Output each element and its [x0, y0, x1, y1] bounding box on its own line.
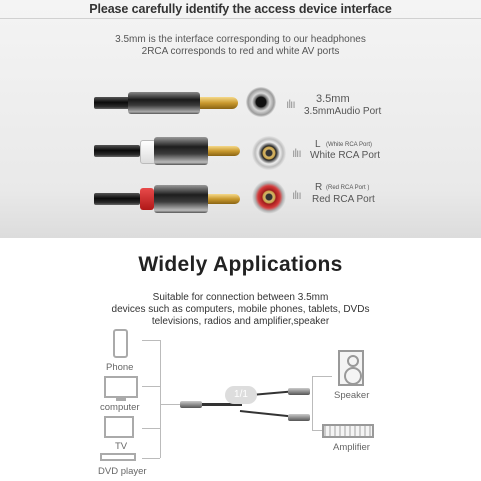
port-1-label: 3.5mm: [316, 93, 350, 105]
phone-icon: [113, 329, 128, 358]
red-band: [140, 188, 154, 210]
white-rca-jack-icon: [252, 136, 286, 170]
connector-line: [312, 430, 322, 431]
applications-desc-2: devices such as computers, mobile phones, tablets, DVDs: [111, 304, 370, 315]
port-2-note: (White RCA Port): [326, 142, 373, 148]
sound-wave-icon: ılıı: [292, 146, 301, 160]
computer-icon: [104, 376, 138, 398]
port-3-note: (Red RCA Port ): [326, 185, 370, 191]
white-rca-plug-housing: [154, 137, 208, 165]
audio-plug-tip: [200, 97, 238, 109]
page-title: Please carefully identify the access device interface: [89, 2, 392, 16]
red-rca-cable: [94, 193, 140, 205]
port-3-letter: R: [315, 182, 323, 193]
applications-desc-3: televisions, radios and amplifier,speaker: [151, 316, 330, 327]
connector-line: [160, 404, 180, 405]
device-phone: Phone: [106, 362, 134, 373]
sound-wave-icon: ılıı: [286, 97, 295, 111]
port-2-sublabel: White RCA Port: [310, 150, 381, 161]
white-rca-plug-tip: [208, 146, 240, 156]
subtitle-line-1: 3.5mm is the interface corresponding to our headphones: [115, 34, 366, 45]
red-rca-jack-icon: [252, 180, 286, 214]
device-speaker: Speaker: [334, 390, 370, 401]
tv-icon: [104, 416, 134, 438]
connector-line: [142, 340, 160, 341]
audio-cable: [94, 97, 130, 109]
speaker-icon: [338, 350, 364, 386]
connector-line: [142, 428, 160, 429]
port-1-sublabel: 3.5mmAudio Port: [304, 106, 382, 117]
dvd-player-icon: [100, 453, 136, 461]
subtitle-line-2: 2RCA corresponds to red and white AV ports: [141, 46, 340, 57]
applications-desc-1: Suitable for connection between 3.5mm: [152, 292, 329, 303]
device-computer: computer: [100, 402, 140, 413]
center-cable-branch: [240, 410, 290, 417]
red-rca-plug-housing: [154, 185, 208, 213]
audio-jack-icon: [246, 87, 276, 117]
device-amplifier: Amplifier: [333, 442, 370, 453]
amplifier-icon: [322, 424, 374, 438]
connector-line: [312, 376, 332, 377]
connector-line: [142, 386, 160, 387]
computer-stand: [116, 398, 126, 401]
device-dvd-player: DVD player: [98, 466, 147, 477]
red-rca-plug-tip: [208, 194, 240, 204]
center-rca-plug: [288, 414, 310, 421]
white-rca-cable: [94, 145, 140, 157]
connector-line: [312, 376, 313, 430]
center-rca-plug: [288, 388, 310, 395]
center-audio-plug: [180, 401, 202, 408]
title-divider: [0, 18, 481, 19]
connector-line: [142, 458, 160, 459]
ratio-badge: 1/1: [225, 386, 257, 404]
device-tv: TV: [115, 441, 128, 452]
audio-plug-housing: [128, 92, 200, 114]
port-3-sublabel: Red RCA Port: [312, 194, 375, 205]
connector-line: [160, 340, 161, 458]
port-2-letter: L: [315, 139, 321, 150]
applications-title: Widely Applications: [138, 253, 343, 276]
sound-wave-icon: ılıı: [292, 188, 301, 202]
